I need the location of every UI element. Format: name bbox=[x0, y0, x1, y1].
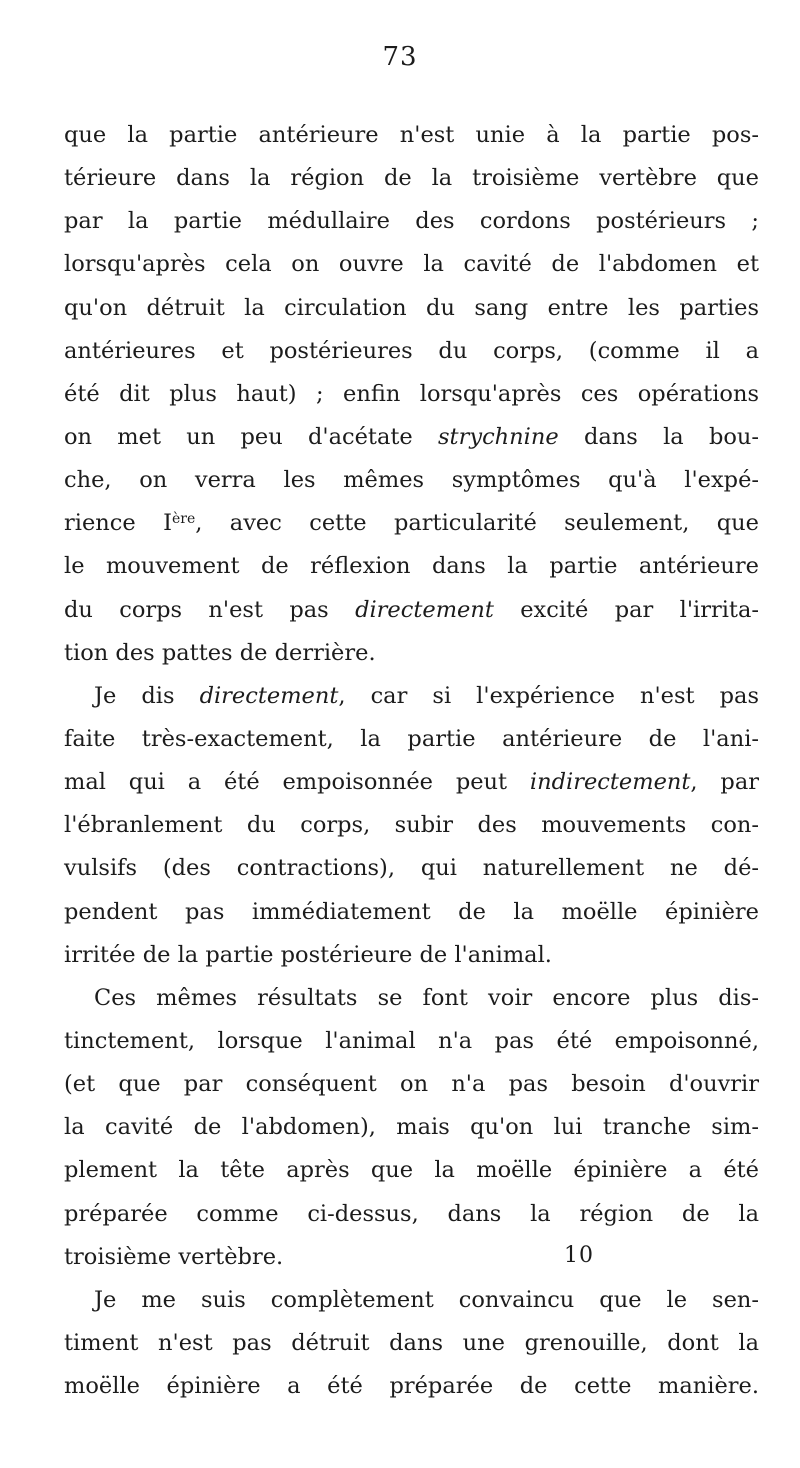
text-line bbox=[64, 589, 759, 632]
text-line: été dit plus haut) ; enfin lorsqu'après ces opérations bbox=[64, 380, 759, 407]
text-line: faite très-exactement, la partie antérieure de l'ani- bbox=[64, 725, 759, 752]
signature-mark: 10 bbox=[564, 1243, 594, 1268]
text-line: pendent pas immédiatement de la moëlle épinière bbox=[64, 898, 759, 925]
text-line: (et que par conséquent on n'a pas besoin d'ouvrir bbox=[64, 1071, 759, 1098]
text-line bbox=[64, 675, 759, 718]
text-line: moëlle épinière a été préparée de cette manière. bbox=[64, 1373, 759, 1400]
text-segment: , car si l'expérience n'est pas bbox=[338, 682, 759, 709]
text-segment: on met un peu d'acétate bbox=[64, 423, 439, 450]
text-segment: , avec cette particularité seulement, que bbox=[195, 510, 759, 537]
text-line: vulsifs (des contractions), qui naturellement ne dé- bbox=[64, 855, 759, 882]
text-line: Je me suis complètement convaincu que le sen- bbox=[94, 1286, 759, 1313]
text-line: tion des pattes de derrière. bbox=[64, 639, 376, 666]
italic-text: indirectement bbox=[529, 769, 691, 796]
text-line: qu'on détruit la circulation du sang entre les parties bbox=[64, 294, 759, 321]
superscript-text: ère bbox=[171, 511, 196, 528]
text-line bbox=[64, 502, 759, 545]
text-segment: Je dis bbox=[94, 682, 200, 709]
text-line: irritée de la partie postérieure de l'animal. bbox=[64, 941, 552, 968]
body-text bbox=[64, 114, 759, 1408]
text-line bbox=[64, 416, 759, 459]
text-line: que la partie antérieure n'est unie à la partie pos- bbox=[64, 122, 759, 148]
italic-text: directement bbox=[355, 596, 494, 623]
text-line: le mouvement de réflexion dans la partie antérieure bbox=[64, 553, 759, 580]
text-segment: du corps n'est pas bbox=[64, 596, 356, 623]
text-line: préparée comme ci-dessus, dans la région de la bbox=[64, 1200, 759, 1227]
text-segment: , par bbox=[690, 769, 759, 796]
text-line: térieure dans la région de la troisième vertèbre que bbox=[64, 165, 759, 192]
text-segment: rience I bbox=[64, 510, 172, 537]
text-line bbox=[64, 761, 759, 804]
text-line: timent n'est pas détruit dans une grenouille, dont la bbox=[64, 1329, 759, 1356]
text-line: tinctement, lorsque l'animal n'a pas été empoisonné, bbox=[64, 1027, 759, 1054]
text-line: par la partie médullaire des cordons postérieurs ; bbox=[64, 208, 759, 235]
text-segment: mal qui a été empoisonnée peut bbox=[64, 769, 530, 796]
text-line: l'ébranlement du corps, subir des mouvements con- bbox=[64, 812, 759, 839]
text-line: lorsqu'après cela on ouvre la cavité de l'abdomen et bbox=[64, 251, 759, 278]
text-line: plement la tête après que la moëlle épinière a été bbox=[64, 1157, 759, 1184]
text-segment: excité par l'irrita- bbox=[493, 596, 759, 623]
text-line: che, on verra les mêmes symptômes qu'à l'expé- bbox=[64, 467, 759, 494]
italic-text: strychnine bbox=[438, 423, 559, 450]
page-number: 73 bbox=[382, 42, 418, 72]
text-line: antérieures et postérieures du corps, (comme il a bbox=[64, 337, 759, 364]
text-line: troisième vertèbre. bbox=[64, 1243, 284, 1270]
text-segment: dans la bou- bbox=[558, 423, 759, 450]
text-line: Ces mêmes résultats se font voir encore plus dis- bbox=[94, 984, 759, 1011]
text-line: la cavité de l'abdomen), mais qu'on lui tranche sim- bbox=[64, 1114, 759, 1141]
italic-text: directement bbox=[199, 682, 339, 709]
